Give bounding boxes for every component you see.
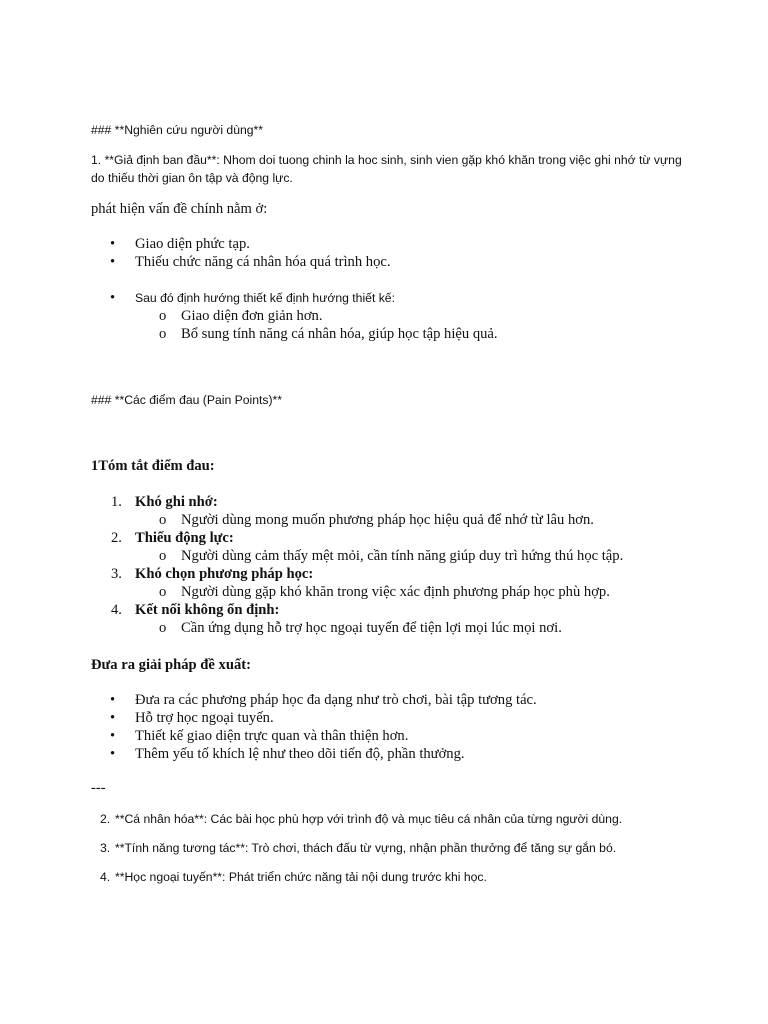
pain-points-heading: ### **Các điểm đau (Pain Points)** [91,393,283,407]
pain-point-detail-text: Người dùng gặp khó khăn trong việc xác định phương pháp học phù hợp. [181,584,610,600]
list-item [91,253,391,271]
list-item [91,709,537,727]
pain-point-item [91,493,623,511]
list-number: 3. [111,566,122,582]
bullet-marker: • [110,746,116,762]
sub-marker: o [159,584,167,600]
bullet-marker: • [110,254,116,270]
solution-text: Thêm yếu tố khích lệ như theo dõi tiến độ, phần thưởng. [135,746,465,762]
pain-point-title: Thiếu động lực: [135,530,234,546]
pain-point-detail-text: Người dùng cảm thấy mệt mỏi, cần tính năng giúp duy trì hứng thú học tập. [181,548,624,564]
pain-points-list [91,493,623,637]
feature-item [91,868,622,886]
pain-point-detail-text: Cần ứng dụng hỗ trợ học ngoại tuyến để tiện lợi mọi lúc mọi nơi. [181,620,562,636]
bullet-marker: • [110,290,116,306]
solution-text: Hỗ trợ học ngoại tuyến. [135,710,274,726]
features-list [91,810,622,886]
sub-marker: o [159,620,167,636]
sub-marker: o [159,548,167,564]
feature-item [91,810,622,828]
assumption-text: **Giả định ban đầu**: Nhom doi tuong chinh la hoc sinh, sinh vien gặp khó khăn trong việc ghi nhớ từ vựng do thiếu thời gian ôn tập và động lực. [91,153,682,185]
list-number: 4. [111,602,122,618]
feature-item [91,839,622,857]
pain-point-detail-text: Người dùng mong muốn phương pháp học hiệu quả để nhớ từ lâu hơn. [181,512,594,528]
list-item [91,289,498,307]
pain-point-title: Khó chọn phương pháp học: [135,566,314,582]
direction-text: Bổ sung tính năng cá nhân hóa, giúp học tập hiệu quả. [181,326,498,342]
bullet-marker: • [110,710,116,726]
findings-list [91,235,391,271]
feature-text: **Cá nhân hóa**: Các bài học phù hợp với trình độ và mục tiêu cá nhân của từng người dùng. [115,812,623,826]
list-number: 2. [100,812,111,826]
pain-point-detail [91,619,623,637]
pain-point-detail [91,547,623,565]
list-item [91,307,498,325]
user-research-heading: ### **Nghiên cứu người dùng** [91,123,264,137]
pain-point-item [91,601,623,619]
bullet-marker: • [110,728,116,744]
assumption-number: 1. [91,153,102,167]
solution-text: Đưa ra các phương pháp học đa dạng như trò chơi, bài tập tương tác. [135,692,537,708]
list-number: 1. [111,494,122,510]
list-item [91,727,537,745]
pain-summary-title: 1Tóm tắt điểm đau: [91,458,215,474]
list-item [91,745,537,763]
assumption-paragraph [91,151,691,187]
bullet-marker: • [110,692,116,708]
list-item [91,235,391,253]
list-number: 3. [100,841,111,855]
direction-intro: Sau đó định hướng thiết kế định hướng thiết kế: [135,291,395,305]
pain-point-item [91,529,623,547]
sub-marker: o [159,512,167,528]
feature-text: **Học ngoại tuyến**: Phát triển chức năng tải nội dung trước khi học. [115,870,487,884]
solutions-list [91,691,537,763]
direction-list [91,289,498,343]
pain-point-detail [91,583,623,601]
pain-point-item [91,565,623,583]
solutions-title: Đưa ra giải pháp đề xuất: [91,657,251,673]
list-item [91,691,537,709]
pain-point-title: Khó ghi nhớ: [135,494,218,510]
solution-text: Thiết kế giao diện trực quan và thân thiện hơn. [135,728,409,744]
finding-intro: phát hiện vấn đề chính nằm ở: [91,201,268,217]
list-item [91,325,498,343]
pain-point-title: Kết nối không ổn định: [135,602,280,618]
pain-point-detail [91,511,623,529]
sub-marker: o [159,308,167,324]
finding-text: Thiếu chức năng cá nhân hóa quá trình học. [135,254,391,270]
bullet-marker: • [110,236,116,252]
direction-text: Giao diện đơn giản hơn. [181,308,323,324]
list-number: 4. [100,870,111,884]
separator-text: --- [91,780,106,796]
finding-text: Giao diện phức tạp. [135,236,250,252]
list-number: 2. [111,530,122,546]
feature-text: **Tính năng tương tác**: Trò chơi, thách đấu từ vựng, nhận phần thưởng để tăng sự gắn bó. [115,841,617,855]
sub-marker: o [159,326,167,342]
